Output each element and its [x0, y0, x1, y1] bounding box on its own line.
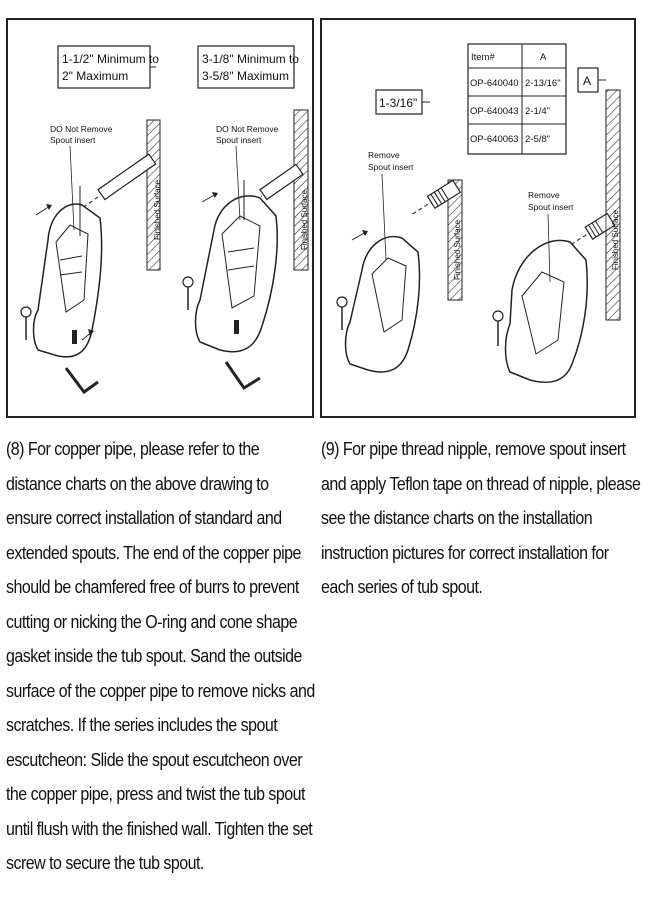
instruction-step-9: (9) For pipe thread nipple, remove spout insert and apply Teflon tape on thread of nipple, please see the distance charts on the installation instruction pictures for correct installation for each series of tub spout. [321, 438, 641, 597]
finished-surface-label-left: Finished Surface [153, 179, 162, 240]
standard-spout-drawing [21, 120, 160, 392]
diverter-knob-left [337, 297, 347, 307]
do-not-remove-label-left-line1: DO Not Remove [50, 124, 113, 134]
instruction-step-8: (8) For copper pipe, please refer to the distance charts on the above drawing to ensure correct installation of standard and extended spouts. The end of the copper pipe should be chamfered free of burrs to prevent cutting or nicking the O-ring and cone shape gasket inside the tub spout. Sand the outside surface of the copper pipe to remove nicks and scratches. If the series includes the spout escutcheon: Slide the spout escutcheon over the copper pipe, press and twist the tub spout until flush with the finished wall. Tighten the set screw to secure the tub spout. [6, 438, 315, 873]
dimension-a-label: A [583, 74, 592, 88]
extended-range-label-line2: 3-5/8" Maximum [202, 69, 289, 83]
threaded-nipple-diagram-panel [320, 18, 636, 418]
copper-pipe-left [80, 154, 156, 212]
diverter-knob-left [21, 307, 31, 317]
threaded-nipple-diagram [322, 20, 638, 420]
table-header-a: A [540, 52, 547, 63]
do-not-remove-label-left-line2: Spout insert [50, 135, 96, 145]
table-row-1-item: OP-640040 [470, 78, 519, 89]
hex-key-left [66, 368, 98, 392]
table-header-item: Item# [471, 52, 495, 63]
table-row-1-a: 2-13/16" [525, 78, 561, 89]
copper-pipe-diagram [8, 20, 316, 420]
remove-insert-label-right-line1: Remove [528, 190, 560, 200]
remove-insert-label-right-line2: Spout insert [528, 202, 574, 212]
threaded-spout-drawing-left [337, 150, 462, 372]
table-row-2-item: OP-640043 [470, 106, 519, 117]
table-row-3-a: 2-5/8" [525, 134, 551, 145]
remove-insert-label-left-line2: Spout insert [368, 162, 414, 172]
hex-key-right [226, 362, 260, 388]
standard-range-label-line2: 2" Maximum [62, 69, 129, 83]
spout-body-left [346, 237, 420, 372]
finished-surface-label-right: Finished Surface [300, 189, 309, 250]
table-row-3-item: OP-640063 [470, 134, 519, 145]
spout-body-right [506, 240, 588, 382]
set-screw-right [234, 320, 239, 334]
extended-spout-drawing [183, 110, 308, 388]
finished-wall-right [606, 90, 620, 320]
spout-dimension-table [468, 44, 566, 154]
do-not-remove-label-right-line1: DO Not Remove [216, 124, 279, 134]
copper-pipe-diagram-panel [6, 18, 314, 418]
do-not-remove-label-right-line2: Spout insert [216, 135, 262, 145]
nipple-length-label: 1-3/16" [379, 96, 418, 110]
diverter-knob-right [183, 277, 193, 287]
diverter-knob-right [493, 311, 503, 321]
finished-surface-label-left: Finished Surface [453, 219, 462, 280]
finished-surface-label-right: Finished Surface [611, 209, 620, 270]
set-screw-left [72, 330, 77, 344]
extended-range-label-line1: 3-1/8" Minimum to [202, 52, 299, 66]
remove-insert-label-left-line1: Remove [368, 150, 400, 160]
table-row-2-a: 2-1/4" [525, 106, 551, 117]
standard-range-label-line1: 1-1/2" Minimum to [62, 52, 159, 66]
